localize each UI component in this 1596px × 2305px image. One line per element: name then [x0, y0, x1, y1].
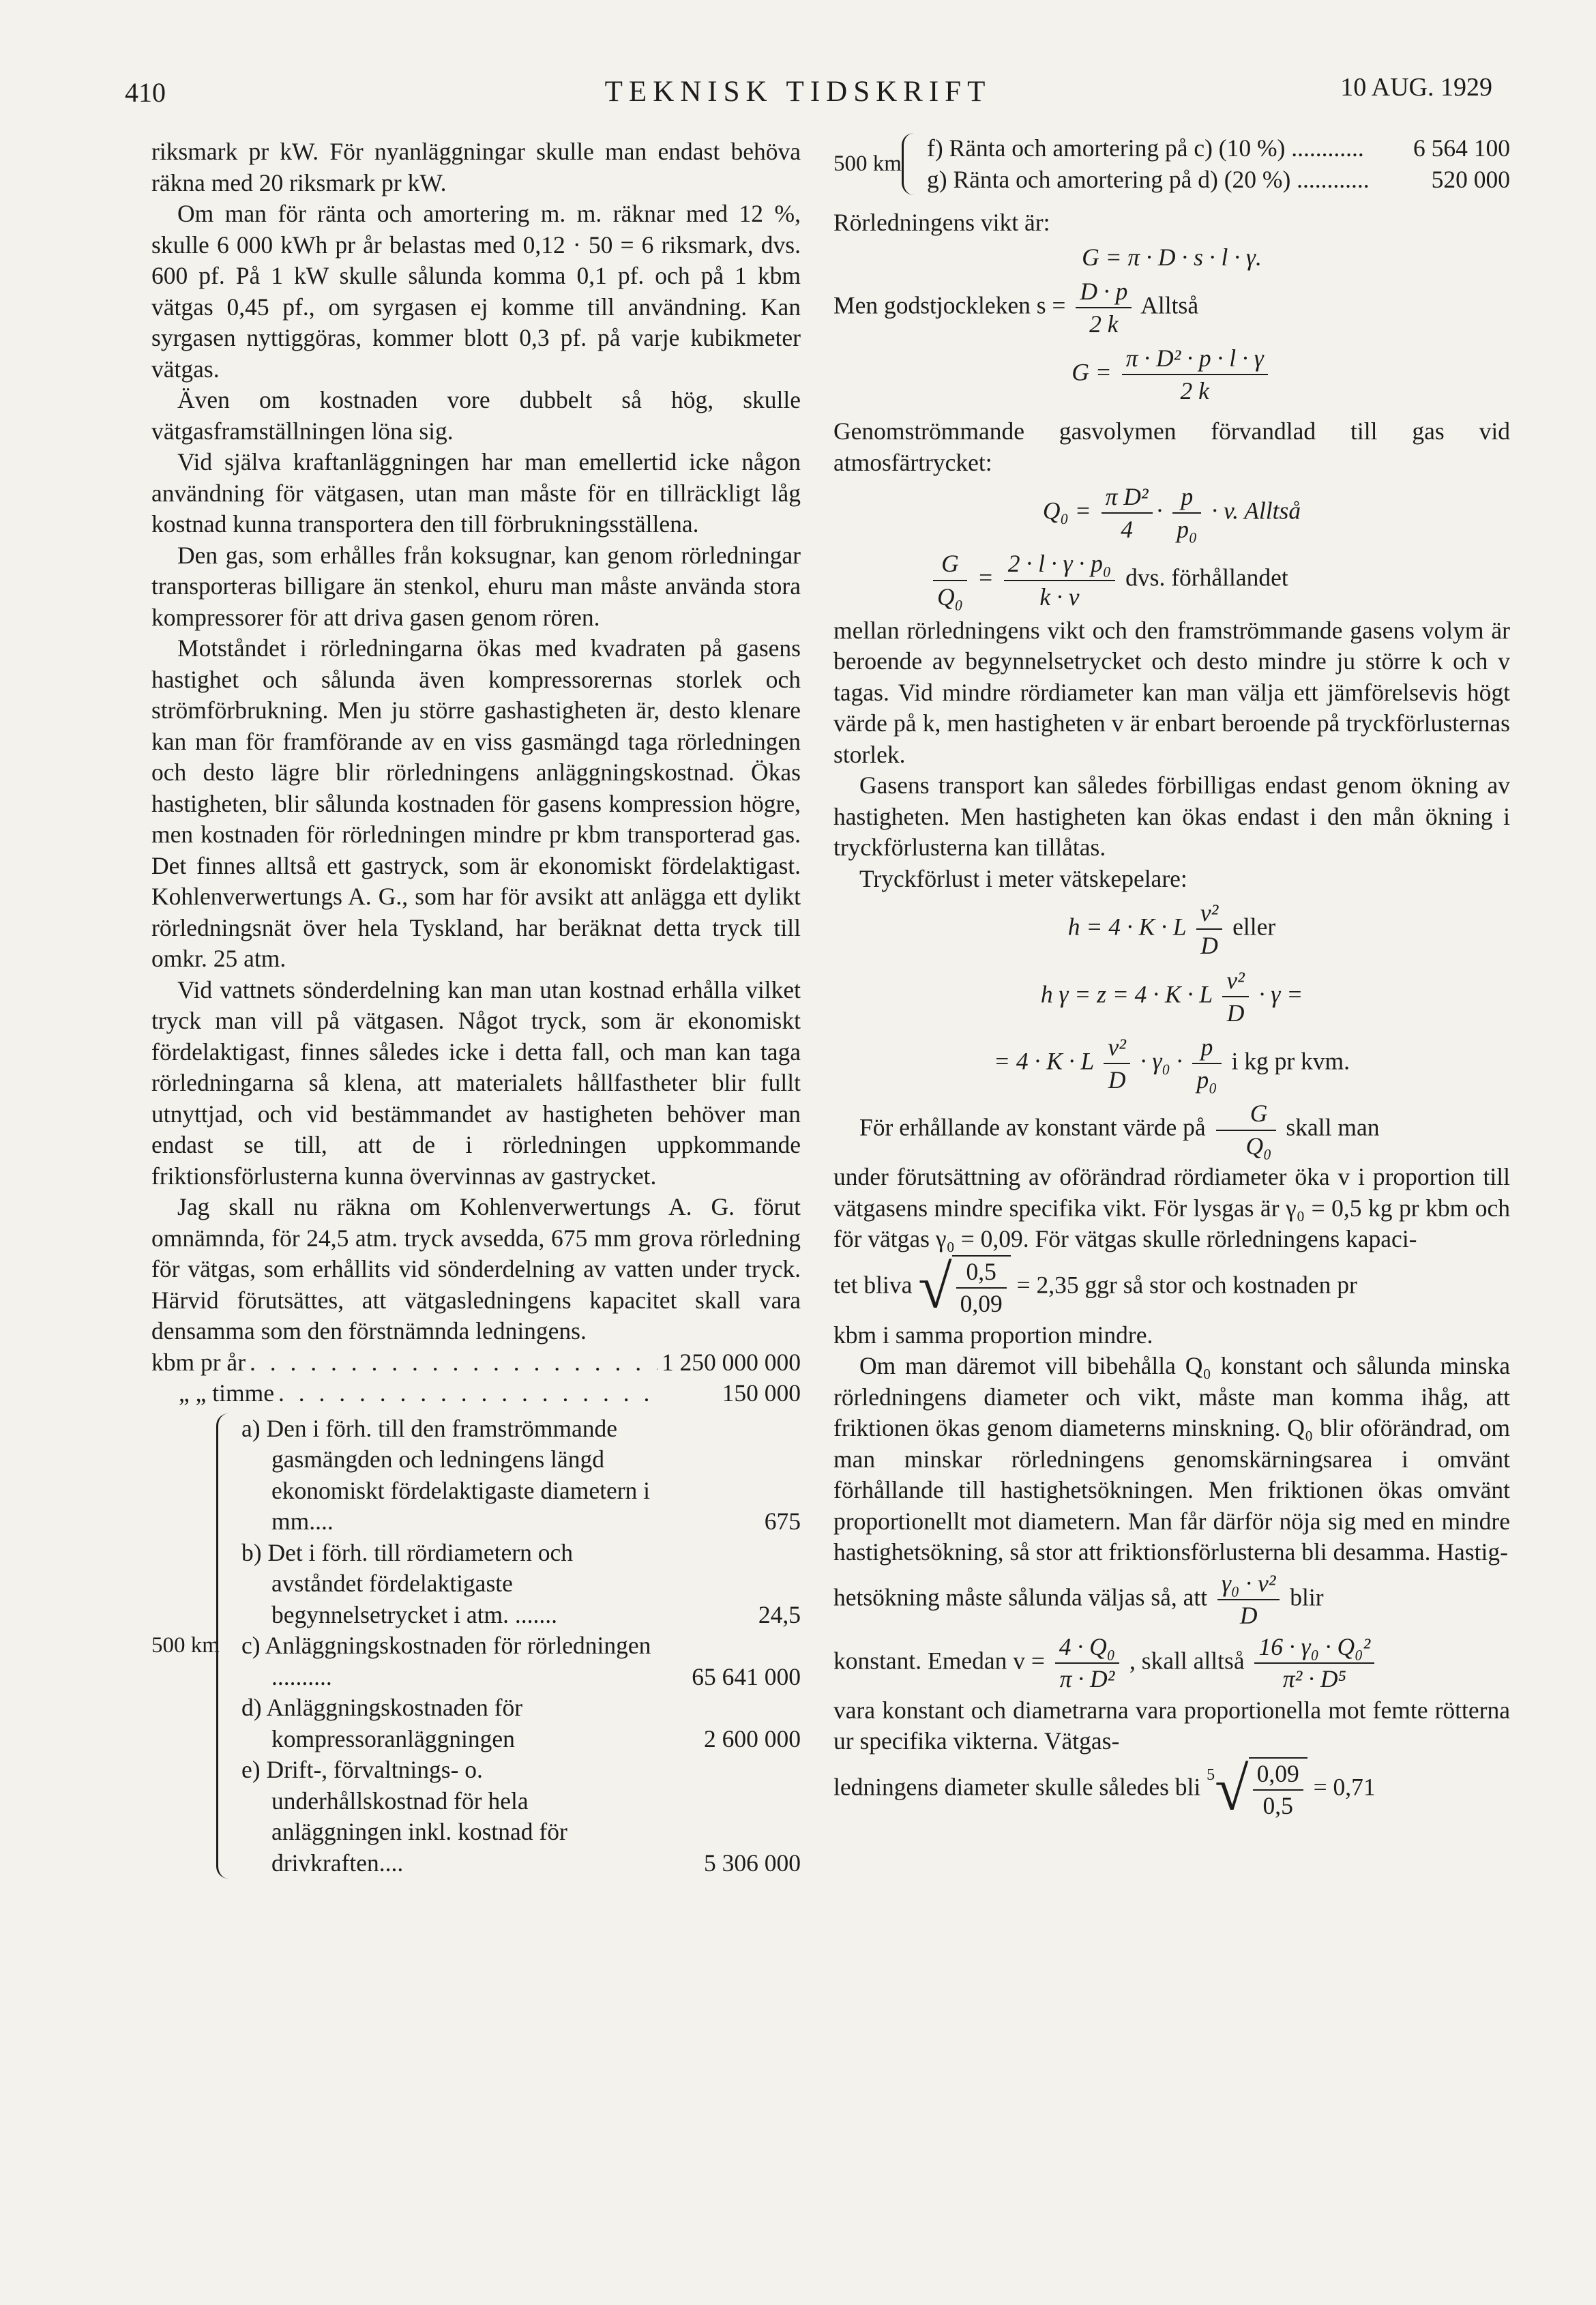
list-item: d) Anläggningskostnaden för kompressoranläggningen 2 600 000 — [241, 1694, 801, 1752]
list-item: a) Den i förh. till den framströmmande gasmängden och ledningens längd ekonomiskt fördelaktigaste diametern i mm.... 675 — [241, 1414, 801, 1535]
row-label: kbm pr år — [151, 1348, 246, 1376]
paragraph: Om man däremot vill bibehålla Q₀ konstant och sålunda minska rörledningens diameter och vikt, måste man komma ihåg, att friktionen ökas genom diameterns minskning. Q₀ blir oförändrad, om man minskar rörledningens genomskärningsarea i omvänt förhållande till hastighetsökningen. Men friktionen ökas omvänt proportionellt mot diametern. Man får därför nöja sig med en mindre hastighetsökning, så stor att friktionsförlusterna bli desamma. Hastig- — [833, 1352, 1510, 1566]
paragraph: riksmark pr kW. För nyanläggningar skulle man endast behöva räkna med 20 riksmark pr kW. — [151, 138, 801, 196]
equation: G = $\frac{\text{π · D² · p · l · γ}}{2 k}$ — [833, 342, 1510, 407]
right-column — [833, 133, 1510, 1822]
issue-date: 10 AUG. 1929 — [1340, 73, 1492, 102]
paragraph: under förutsättning av oförändrad rördiameter öka v i proportion till vätgasens mindre specifika vikt. För lysgas är γ₀ = 0,5 kg pr kbm och för vätgas γ₀ = 0,09. För vätgas skulle rörledningens kapaci- — [833, 1163, 1510, 1253]
paragraph: Tryckförlust i meter vätskepelare: — [859, 864, 1187, 892]
brace-label: 500 km — [833, 151, 902, 176]
paragraph: Vid vattnets sönderdelning kan man utan kostnad erhålla vilket tryck man vill på vätgasen. Något tryck, som är ekonomiskt fördelaktigast, finnes således icke i detta fall, och man kan taga rörledningarna så klena, att materialets hållfastheter blir fullt utnyttjad, och vid bestämmandet av hastigheten behöver man endast se till, att de i rörledningen uppkommande friktionsförlusterna kunna övervinnas av gastrycket. — [151, 975, 801, 1190]
paragraph: Rörledningens vikt är: — [833, 209, 1050, 236]
fifth-root-icon: $^5$√ $\frac{0,09}{0,5}$ — [1207, 1757, 1307, 1822]
cost-table-continued — [833, 133, 1510, 195]
paragraph: Den gas, som erhålles från koksugnar, kan genom rörledningar transporteras billigare än stenkol, ehuru man måste använda stora kompressorer för att driva gasen genom rören. — [151, 541, 801, 631]
paragraph: Om man för ränta och amortering m. m. räknar med 12 %, skulle 6 000 kWh pr år belastas med 0,12 · 50 = 6 riksmark, dvs. 600 pf. På 1 kW skulle sålunda komma 0,1 pf. och på 1 kbm vätgas 0,45 pf., om syrgasen ej komme till användning. Kan syrgasen nyttiggöras, kommer blott 0,3 pf. på varje kubikmeter vätgas. — [151, 200, 801, 383]
list-item: c) Anläggningskostnaden för rörledningen .......... 65 641 000 — [241, 1632, 801, 1690]
list-item: f) Ränta och amortering på c) (10 %) ............ 6 564 100 — [927, 134, 1510, 162]
row-value: 150 000 — [722, 1379, 801, 1407]
page-header — [0, 73, 1596, 117]
brace-label: 500 km — [151, 1633, 220, 1658]
paragraph: Gasens transport kan således förbilligas endast genom ökning av hastigheten. Men hastigheten kan ökas endast i den mån ökning i tryckförlusterna kan tillåtas. — [833, 772, 1510, 862]
paragraph: Motståndet i rörledningarna ökas med kvadraten på gasens hastighet och sålunda även kompressorernas storlek och strömförbrukning. Men ju större gashastigheten är, desto klenare kan man för framförande av en viss gasmängd taga rörledningen och desto lägre blir rörledningens anläggningskostnad. Ökas hastigheten, blir sålunda kostnaden för gasens kompression högre, men kostnaden för rörledningen mindre pr kbm transporterad gas. Det finnes alltså ett gastryck, som är ekonomiskt fördelaktigast. Kohlenverwertungs A. G., som har för avsikt att anlägga ett dylikt rörledningsnät över hela Tyskland, har beräknat detta tryck till omkr. 25 atm. — [151, 634, 801, 972]
table-row — [151, 1347, 801, 1379]
equation: $\frac{G}{\text{Q₀}}$ = $\frac{\text{2 · l · γ · p₀}}{k \cdot v}$ dvs. förhållandet — [833, 548, 1510, 612]
paragraph: kbm i samma proportion mindre. — [833, 1321, 1153, 1349]
brace-icon — [902, 133, 920, 195]
cost-table — [151, 1413, 801, 1879]
square-root-icon: √ $\frac{0,5}{0,09}$ — [918, 1255, 1011, 1320]
list-item: b) Det i förh. till rördiametern och avståndet fördelaktigaste begynnelsetrycket i atm. ....... 24,5 — [241, 1538, 801, 1628]
paragraph: För erhållande av konstant värde på $\frac{G}{\text{Q₀}}$ skall man — [859, 1100, 1380, 1160]
row-label: „ „ timme — [179, 1379, 274, 1407]
table-row — [151, 1378, 801, 1409]
paragraph: mellan rörledningens vikt och den framströmmande gasens volym är beroende av begynnelsetrycket och desto mindre ju större k och v tagas. Vid mindre rördiameter kan man välja ett jämförelsevis högt värde på k, men hastigheten v är enbart beroende på tryckförlusternas storlek. — [833, 616, 1510, 768]
paragraph: ledningens diameter skulle således bli $^5$√ $\frac{0,09}{0,5}$ = 0,71 — [833, 1755, 1376, 1823]
journal-title: TEKNISK TIDSKRIFT — [604, 76, 992, 108]
left-column — [151, 136, 801, 1879]
equation: h = 4 · K · L $\frac{\text{v²}}{D}$ eller — [833, 897, 1510, 961]
paragraph: konstant. Emedan v = $\frac{\text{4 · Q₀}}{\text{π · D²}}$ , skall alltså $\frac{\text{16 · γ₀ · Q₀²}}{\text{π² · D⁵}}$ — [833, 1632, 1510, 1695]
brace-icon — [216, 1413, 235, 1879]
equation: h γ = z = 4 · K · L $\frac{\text{v²}}{D}$ · γ = — [833, 965, 1510, 1029]
equation: = 4 · K · L $\frac{\text{v²}}{D}$ · γ₀ · $\frac{p}{\text{p₀}}$ i kg pr kvm. — [833, 1031, 1510, 1096]
equation: Men godstjockleken s = $\frac{D \cdot p}{2 k}$ Alltså — [833, 276, 1510, 340]
paragraph: tet bliva √ $\frac{0,5}{0,09}$ = 2,35 ggr så stor och kostnaden pr — [833, 1253, 1357, 1321]
paragraph: Även om kostnaden vore dubbelt så hög, skulle vätgasframställningen löna sig. — [151, 386, 801, 445]
equation: G = π · D · s · l · γ. — [1082, 243, 1262, 271]
equation: Q₀ = $\frac{\text{π D²}}{4}$ · $\frac{p}{\text{p₀}}$ · v. Alltså — [833, 481, 1510, 545]
row-value: 1 250 000 000 — [661, 1348, 801, 1376]
list-item: e) Drift-, förvaltnings- o. underhållskostnad för hela anläggningen inkl. kostnad för drivkraften.... 5 306 000 — [241, 1756, 801, 1877]
paragraph: Genomströmmande gasvolymen förvandlad till gas vid atmosfärtrycket: — [833, 417, 1510, 476]
paragraph: vara konstant och diametrarna vara proportionella mot femte rötterna ur specifika vikterna. Vätgas- — [833, 1696, 1510, 1755]
paragraph: Jag skall nu räkna om Kohlenverwertungs A. G. förut omnämnda, för 24,5 atm. tryck avsedda, 675 mm grova rörledning för vätgas, som erhållits vid sönderdelning av vatten under tryck. Härvid förutsättes, att vätgasledningens kapacitet skall vara densamma som den förstnämnda ledningens. — [151, 1193, 801, 1345]
paragraph: hetsökning måste sålunda väljas så, att $\frac{\text{γ₀ · v²}}{D}$ blir — [833, 1569, 1324, 1630]
paragraph: Vid själva kraftanläggningen har man emellertid icke någon användning för vätgasen, utan man måste för en tillräckligt låg kostnad kunna transportera den till förbrukningsställena. — [151, 448, 801, 538]
list-item: g) Ränta och amortering på d) (20 %) ............ 520 000 — [927, 165, 1510, 193]
page-number: 410 — [125, 77, 166, 108]
